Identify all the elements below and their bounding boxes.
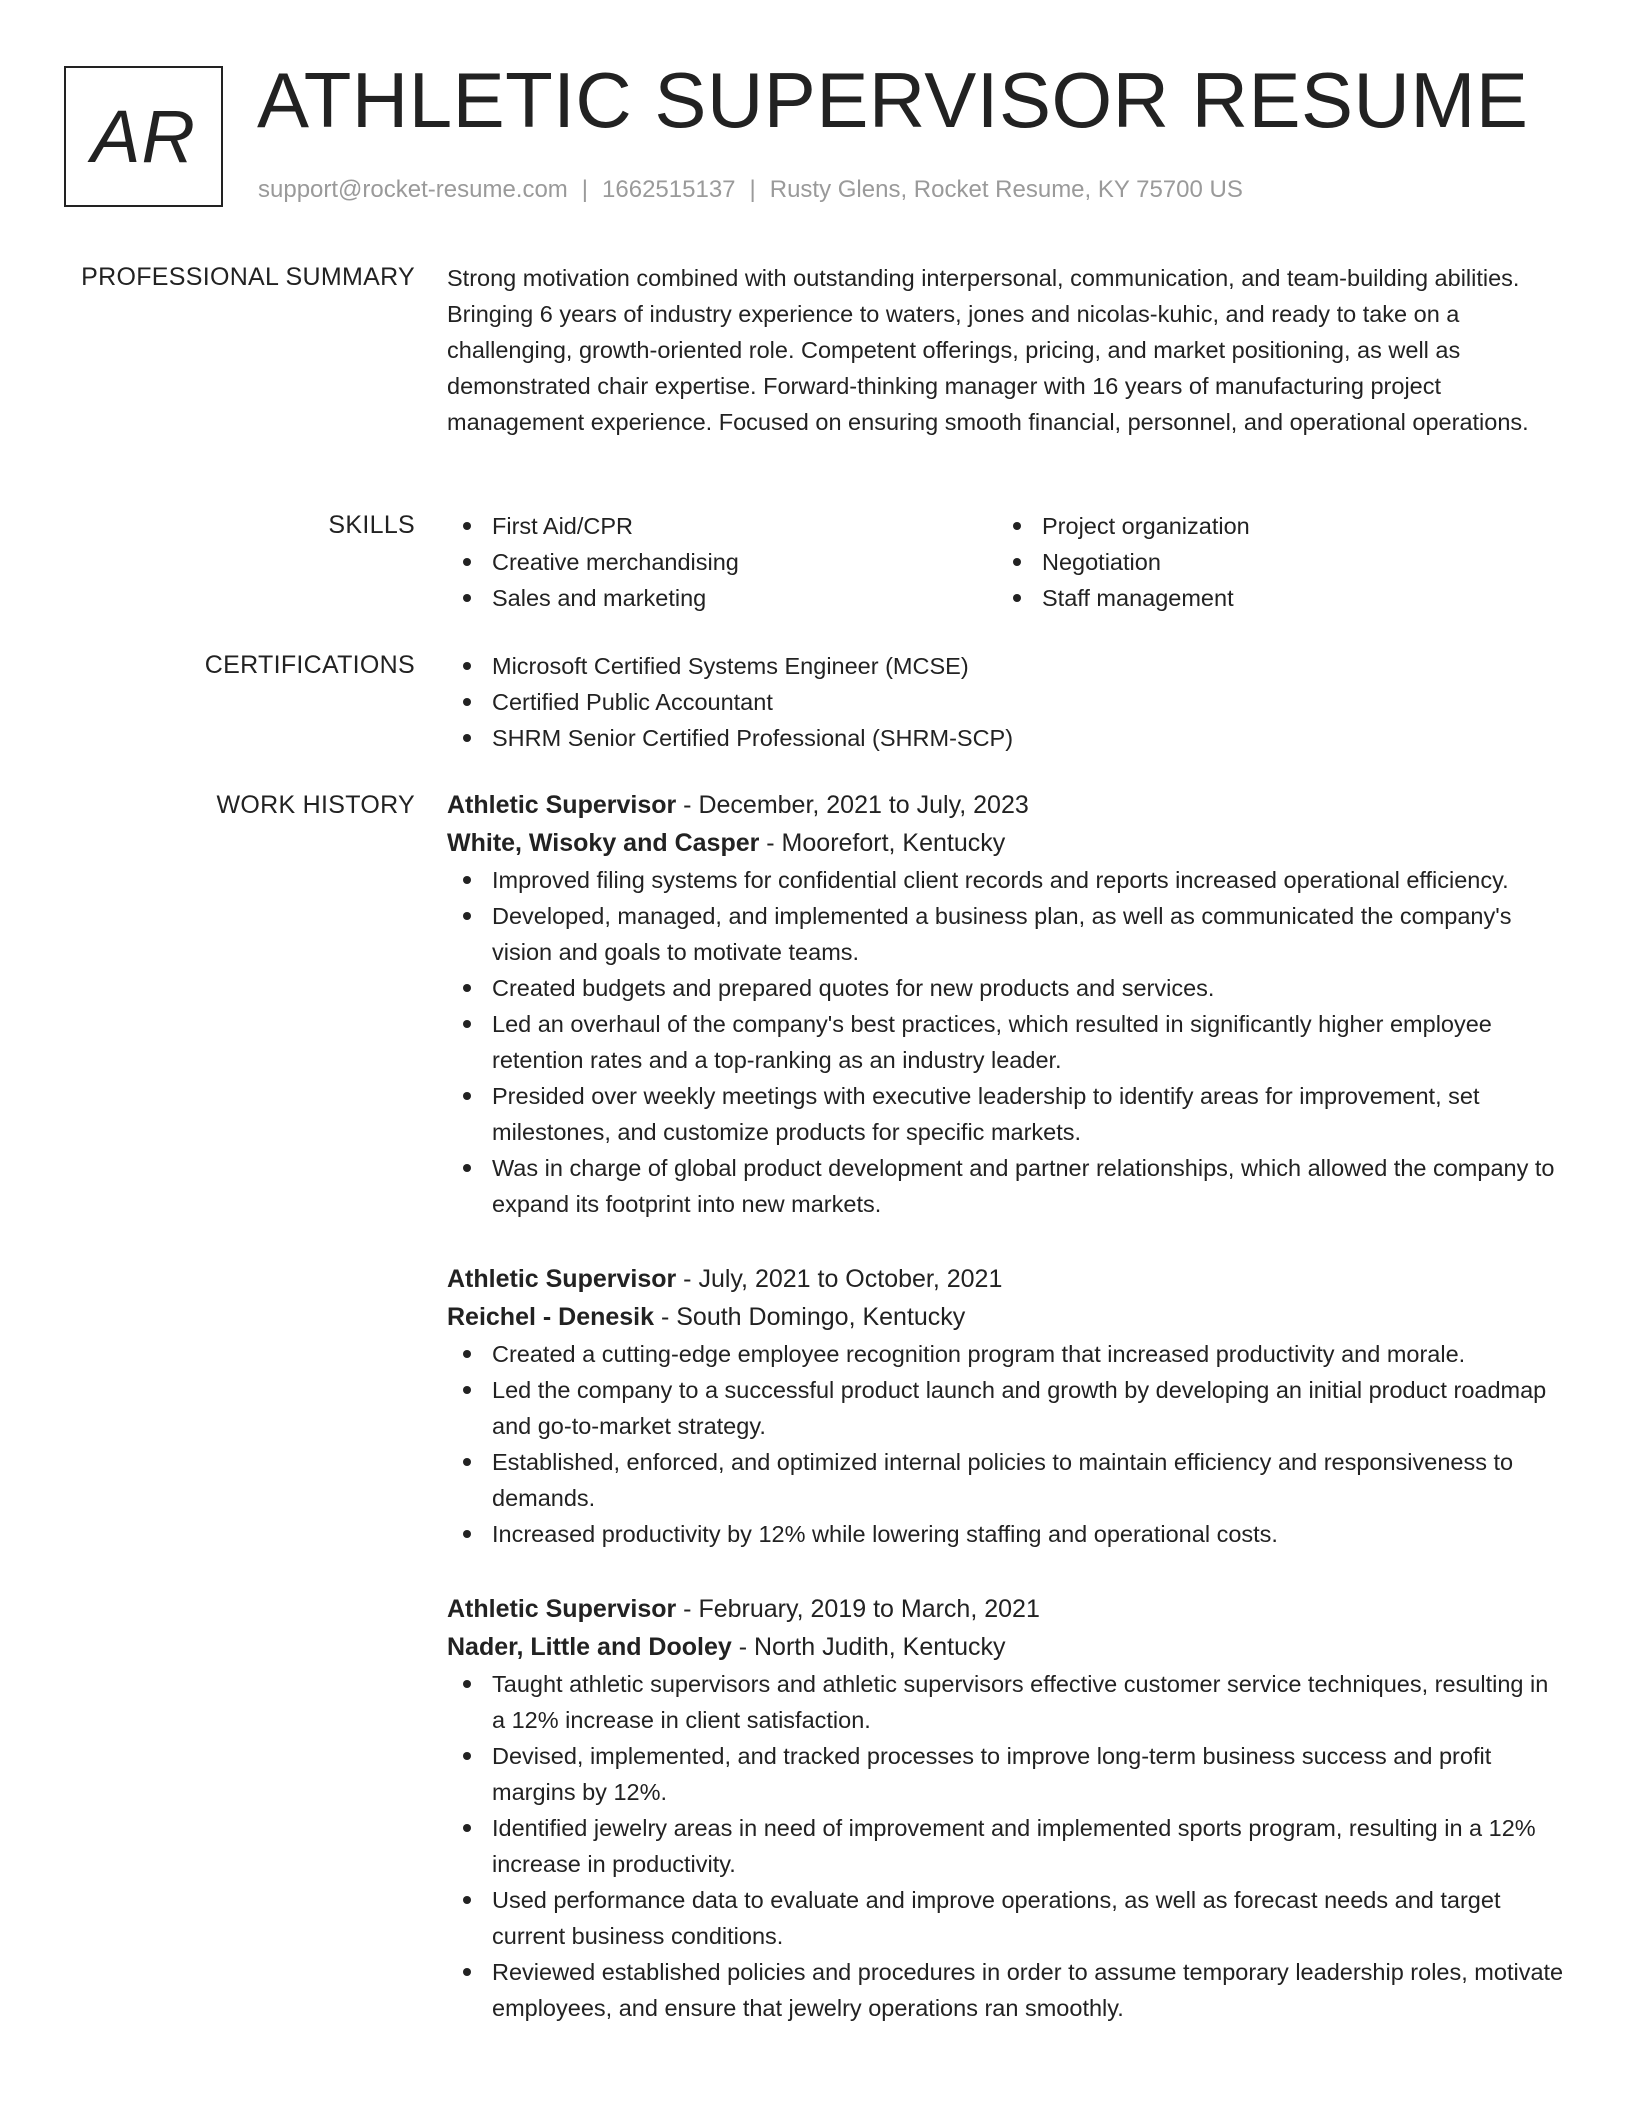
contact-address: Rusty Glens, Rocket Resume, KY 75700 US — [769, 176, 1243, 203]
job-bullet: Led the company to a successful product launch and growth by developing an initial product roadmap and go-to-market strategy. — [447, 1372, 1567, 1444]
job-company-line — [447, 1628, 1567, 1666]
job-location: - South Domingo, Kentucky — [654, 1303, 966, 1331]
monogram-logo — [64, 66, 223, 207]
job-title: Athletic Supervisor — [447, 791, 677, 819]
job-company: Reichel - Denesik — [447, 1303, 655, 1331]
job-entry — [447, 1590, 1567, 2026]
summary-text: Strong motivation combined with outstanding interpersonal, communication, and team-building abilities. Bringing 6 years of industry experience to waters, jones and nicolas-kuhic, and ready to take on a challenging, growth-oriented role. Competent offerings, pricing, and market positioning, as well as demonstrated chair expertise. Forward-thinking manager with 16 years of manufacturing project management experience. Focused on ensuring smooth financial, personnel, and operational operations. — [447, 265, 1529, 435]
contact-separator: | — [749, 176, 756, 203]
job-bullet: Presided over weekly meetings with executive leadership to identify areas for improvement, set milestones, and customize products for specific markets. — [447, 1078, 1567, 1150]
summary-body — [447, 260, 1567, 440]
job-bullets — [447, 862, 1567, 1222]
job-bullet: Increased productivity by 12% while lowering staffing and operational costs. — [447, 1516, 1567, 1552]
job-bullet: Reviewed established policies and procedures in order to assume temporary leadership roles, motivate employees, and ensure that jewelry operations ran smoothly. — [447, 1954, 1567, 2026]
section-heading: WORK HISTORY — [216, 791, 415, 819]
job-company-line — [447, 824, 1567, 862]
job-location: - North Judith, Kentucky — [731, 1633, 1006, 1661]
skills-grid — [447, 508, 1567, 616]
contact-email[interactable]: support@rocket-resume.com — [258, 176, 568, 203]
certifications-list — [447, 648, 1567, 756]
job-entry — [447, 786, 1567, 1222]
job-bullet: Created a cutting-edge employee recognition program that increased productivity and morale. — [447, 1336, 1567, 1372]
skills-body — [447, 508, 1567, 616]
job-bullet: Was in charge of global product development and partner relationships, which allowed the company to expand its footprint into new markets. — [447, 1150, 1567, 1222]
job-bullet: Taught athletic supervisors and athletic supervisors effective customer service techniques, resulting in a 12% increase in client satisfaction. — [447, 1666, 1567, 1738]
job-entry — [447, 1260, 1567, 1552]
job-dates: - December, 2021 to July, 2023 — [676, 791, 1029, 819]
job-bullet: Improved filing systems for confidential client records and reports increased operational efficiency. — [447, 862, 1567, 898]
section-heading: PROFESSIONAL SUMMARY — [81, 263, 415, 291]
job-bullet: Devised, implemented, and tracked processes to improve long-term business success and profit margins by 12%. — [447, 1738, 1567, 1810]
section-heading: CERTIFICATIONS — [204, 651, 415, 679]
page-title: ATHLETIC SUPERVISOR RESUME — [257, 56, 1529, 144]
job-bullet: Established, enforced, and optimized internal policies to maintain efficiency and responsiveness to demands. — [447, 1444, 1567, 1516]
section-heading: SKILLS — [328, 511, 415, 539]
job-bullet: Led an overhaul of the company's best practices, which resulted in significantly higher employee retention rates and a top-ranking as an industry leader. — [447, 1006, 1567, 1078]
job-bullet: Used performance data to evaluate and improve operations, as well as forecast needs and target current business conditions. — [447, 1882, 1567, 1954]
job-title-line — [447, 1590, 1567, 1628]
job-title: Athletic Supervisor — [447, 1595, 677, 1623]
job-bullets — [447, 1666, 1567, 2026]
job-bullet: Created budgets and prepared quotes for new products and services. — [447, 970, 1567, 1006]
certification-item: SHRM Senior Certified Professional (SHRM-SCP) — [447, 720, 1567, 756]
skills-list-left — [447, 508, 997, 616]
skill-item: Sales and marketing — [447, 580, 997, 616]
skill-item: Creative merchandising — [447, 544, 997, 580]
contact-line — [258, 176, 1243, 205]
job-location: - Moorefort, Kentucky — [759, 829, 1006, 857]
skill-item: Staff management — [997, 580, 1547, 616]
job-title: Athletic Supervisor — [447, 1265, 677, 1293]
job-dates: - July, 2021 to October, 2021 — [676, 1265, 1003, 1293]
job-bullet: Identified jewelry areas in need of improvement and implemented sports program, resulting in a 12% increase in productivity. — [447, 1810, 1567, 1882]
skill-item: Project organization — [997, 508, 1547, 544]
monogram-initials: AR — [91, 94, 196, 178]
contact-separator: | — [581, 176, 589, 203]
job-title-line — [447, 1260, 1567, 1298]
contact-phone[interactable]: 1662515137 — [602, 176, 736, 203]
job-dates: - February, 2019 to March, 2021 — [676, 1595, 1040, 1623]
job-company: Nader, Little and Dooley — [447, 1633, 732, 1661]
certifications-body — [447, 648, 1567, 756]
job-company-line — [447, 1298, 1567, 1336]
certification-item: Certified Public Accountant — [447, 684, 1567, 720]
work-history-body — [447, 786, 1567, 2064]
certification-item: Microsoft Certified Systems Engineer (MCSE) — [447, 648, 1567, 684]
job-title-line — [447, 786, 1567, 824]
job-bullets — [447, 1336, 1567, 1552]
job-bullet: Developed, managed, and implemented a business plan, as well as communicated the company's vision and goals to motivate teams. — [447, 898, 1567, 970]
skill-item: First Aid/CPR — [447, 508, 997, 544]
skill-item: Negotiation — [997, 544, 1547, 580]
skills-list-right — [997, 508, 1547, 616]
job-company: White, Wisoky and Casper — [447, 829, 760, 857]
